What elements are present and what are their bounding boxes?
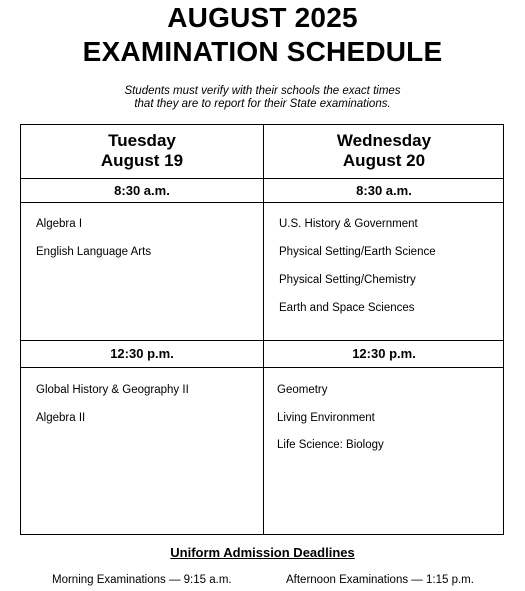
day-weekday: Wednesday (336, 131, 432, 150)
exam-item: Global History & Geography II (36, 384, 189, 396)
page-title-line-2: EXAMINATION SCHEDULE (82, 36, 443, 67)
exam-item: Living Environment (277, 411, 375, 424)
day-date: August 20 (342, 151, 426, 170)
schedule-table (20, 124, 504, 535)
deadline-morning: Morning Examinations — 9:15 a.m. (52, 574, 232, 586)
day-date: August 19 (100, 151, 184, 170)
row-divider (21, 178, 503, 179)
exam-item: Life Science: Biology (277, 439, 384, 451)
time-slot-afternoon: 12:30 p.m. (352, 346, 416, 361)
exam-item: Physical Setting/Chemistry (279, 274, 416, 286)
deadline-afternoon: Afternoon Examinations — 1:15 p.m. (286, 574, 474, 586)
exam-item: U.S. History & Government (279, 218, 418, 230)
exam-item: Algebra II (36, 412, 86, 424)
row-divider (21, 340, 503, 341)
exam-item: Geometry (277, 384, 328, 396)
exam-list-tuesday-morning (36, 217, 151, 273)
notice-line-1: Students must verify with their schools the exact times (124, 85, 401, 97)
day-header-wednesday (263, 131, 505, 171)
row-divider (21, 367, 503, 368)
row-divider (21, 202, 503, 203)
day-weekday: Tuesday (108, 131, 176, 150)
exam-item: Algebra I (36, 218, 83, 230)
exam-list-tuesday-afternoon (36, 383, 189, 439)
exam-item: Physical Setting/Earth Science (279, 246, 436, 258)
time-slot-morning: 8:30 a.m. (114, 183, 170, 198)
day-header-tuesday (21, 131, 263, 171)
notice-line-2: that they are to report for their State examinations. (134, 98, 391, 110)
page-title-line-1: AUGUST 2025 (167, 2, 358, 33)
exam-list-wednesday-morning (279, 217, 436, 329)
deadlines-heading: Uniform Admission Deadlines (170, 545, 355, 560)
exam-list-wednesday-afternoon (277, 383, 384, 466)
time-slot-afternoon: 12:30 p.m. (110, 346, 174, 361)
exam-item: Earth and Space Sciences (279, 302, 415, 314)
time-slot-morning: 8:30 a.m. (356, 183, 412, 198)
exam-item: English Language Arts (36, 246, 152, 258)
